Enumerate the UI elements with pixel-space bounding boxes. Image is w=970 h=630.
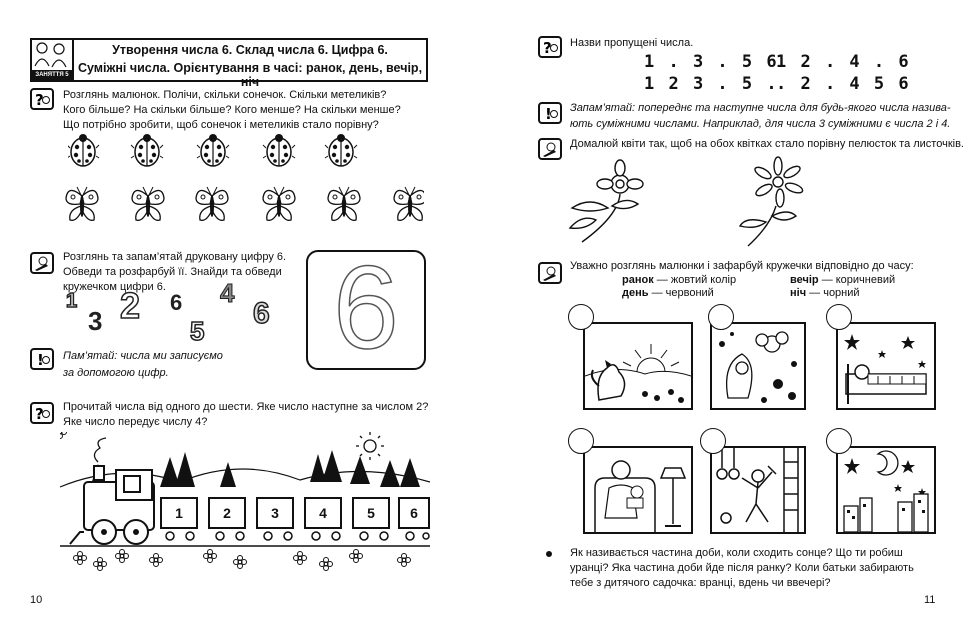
legend-night — [790, 286, 860, 301]
page-number: 11 — [924, 594, 936, 606]
task1-line: Кого більше? На скільки більше? Кого менше? На скільки менше? — [63, 104, 401, 116]
legend-word: ранок — [622, 274, 654, 286]
time-circle[interactable] — [708, 304, 734, 330]
scattered-digit: 2 — [120, 285, 141, 326]
big-digit-six: 6 — [333, 242, 399, 374]
wagon-number: 6 — [398, 497, 430, 529]
time-circle[interactable] — [826, 304, 852, 330]
scattered-digit: 3 — [88, 306, 103, 336]
number-sequence: 1 2 3 . 5 . — [644, 74, 779, 94]
lesson-title: Утворення числа 6. Склад числа 6. Цифра 6. — [112, 43, 388, 57]
pencil-child-icon — [538, 262, 562, 284]
scattered-digit: 6 — [170, 290, 183, 315]
picture-morning-rooster — [583, 322, 693, 410]
flower-icon — [570, 160, 643, 242]
picture-evening-reading — [583, 446, 693, 534]
wagon-number: 3 — [256, 497, 294, 529]
scattered-digit: 4 — [220, 278, 235, 308]
remember-note — [570, 100, 951, 132]
picture-day-exercise — [710, 446, 806, 534]
digit-tracing-box[interactable] — [306, 242, 426, 374]
task1-text — [63, 88, 401, 133]
butterfly-row — [64, 184, 424, 231]
picture-night-bed — [836, 322, 936, 410]
sun-icon — [356, 432, 384, 460]
question-mark-icon — [538, 36, 562, 58]
missing-numbers-task: Назви пропущені числа. — [570, 37, 694, 49]
legend-color: — жовтий колір — [656, 274, 737, 286]
time-circle[interactable] — [700, 428, 726, 454]
number-sequence: . 2 . 4 5 6 — [776, 74, 911, 94]
task3-line: Прочитай числа від одного до шести. Яке число наступне за числом 2? — [63, 401, 429, 413]
exclamation-icon — [538, 102, 562, 124]
pencil-child-icon — [30, 252, 54, 274]
number-sequence: 1 2 . 4 . 6 — [776, 52, 911, 72]
ladybug-row — [68, 130, 368, 177]
scattered-digit: 1 — [66, 290, 78, 312]
legend-word: вечір — [790, 274, 819, 286]
wagon-number: 4 — [304, 497, 342, 529]
lesson-subtitle: Суміжні числа. Орієнтування в часі: ранок, день, вечір, ніч — [77, 61, 423, 89]
time-circle[interactable] — [568, 304, 594, 330]
legend-day — [622, 286, 714, 301]
task2-line: кружечком цифри 6. — [63, 281, 166, 293]
svg-text:?: ? — [35, 91, 44, 108]
scattered-digit: 5 — [190, 316, 205, 346]
legend-color: — червоний — [651, 287, 714, 299]
flowers-task: Домалюй квіти так, щоб на обох квітках стало порівну пелюсток та листочків. — [570, 138, 964, 150]
task2-line: Розглянь та запам’ятай друковану цифру 6. — [63, 251, 287, 263]
task2-line: Обведи та розфарбуй її. Знайди та обведи — [63, 266, 282, 278]
task3-line: Яке число передує числу 4? — [63, 416, 208, 428]
legend-color: — чорний — [809, 287, 860, 299]
task3-text — [63, 400, 428, 430]
note-line: Запам’ятай: попереднє та наступне числа для будь-якого числа назива- — [570, 102, 951, 114]
flower-drawings — [560, 156, 820, 255]
lesson-header — [30, 38, 428, 89]
flower-icon — [740, 157, 804, 246]
task1-line: Розглянь малюнок. Полічи, скільки сонечок. Скільки метеликів? — [63, 89, 387, 101]
legend-word: день — [622, 287, 649, 299]
question-mark-icon — [30, 88, 54, 110]
task2-text — [63, 250, 286, 295]
svg-text:!: ! — [545, 105, 552, 122]
svg-text:!: ! — [37, 351, 44, 368]
time-of-day-question — [570, 546, 914, 591]
note-line: ють суміжними числами. Наприклад, для числа 3 суміжними є числа 2 і 4. — [570, 118, 951, 130]
pencil-child-icon — [538, 138, 562, 160]
question-line: уранці? Яка частина доби йде після ранку? Коли батьки забирають — [570, 562, 914, 574]
svg-text:?: ? — [543, 39, 552, 56]
legend-word: ніч — [790, 287, 807, 299]
time-circle[interactable] — [826, 428, 852, 454]
bullet-icon — [546, 551, 552, 557]
question-mark-icon — [30, 402, 54, 424]
note-line: за допомогою цифр. — [63, 367, 169, 379]
lesson-tag: ЗАНЯТТЯ 5 — [32, 70, 72, 80]
picture-night-city — [836, 446, 936, 534]
svg-text:?: ? — [35, 405, 44, 422]
legend-color: — коричневий — [821, 274, 896, 286]
page-number: 10 — [30, 594, 43, 606]
time-of-day-task: Уважно розглянь малюнки і зафарбуй кружечки відповідно до часу: — [570, 260, 914, 272]
question-line: тебе з дитячого садочка: вранці, вдень чи ввечері? — [570, 577, 831, 589]
number-sequence: 1 . 3 . 5 6 — [644, 52, 779, 72]
note-line: Пам’ятай: числа ми записуємо — [63, 350, 223, 362]
wagon-number: 2 — [208, 497, 246, 529]
scattered-digit: 6 — [253, 297, 270, 330]
picture-day-flowers — [710, 322, 806, 410]
task1-line: Що потрібно зробити, щоб сонечок і метеликів стало порівну? — [63, 119, 379, 131]
note-text — [63, 348, 223, 382]
wagon-number: 5 — [352, 497, 390, 529]
question-line: Як називається частина доби, коли сходить сонце? Що ти робиш — [570, 547, 903, 559]
exclamation-icon — [30, 348, 54, 370]
time-circle[interactable] — [568, 428, 594, 454]
wagon-number: 1 — [160, 497, 198, 529]
